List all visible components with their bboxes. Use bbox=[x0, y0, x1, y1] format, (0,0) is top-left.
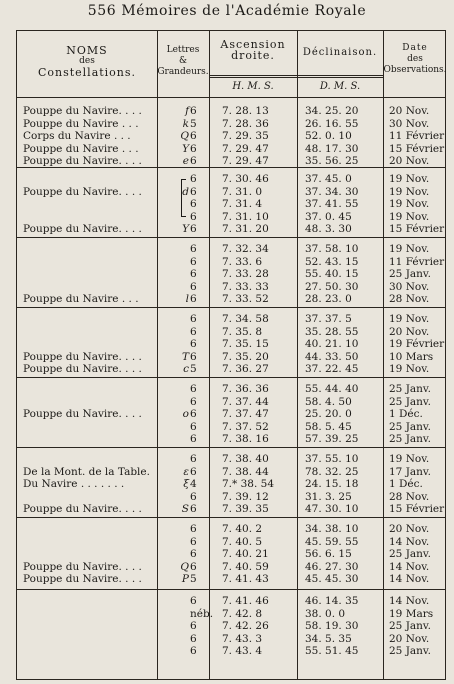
catalogue-row bbox=[17, 211, 447, 224]
right-ascension: 7. 31. 10 bbox=[222, 210, 269, 223]
star-magnitude: 6 bbox=[190, 420, 197, 433]
star-magnitude: 4 bbox=[190, 478, 197, 490]
star-letter: d bbox=[182, 185, 189, 198]
right-ascension: 7. 32. 34 bbox=[222, 243, 269, 255]
catalogue-row bbox=[17, 223, 447, 236]
subheader-rule bbox=[209, 75, 383, 76]
star-magnitude: 6 bbox=[190, 173, 197, 185]
catalogue-row bbox=[17, 396, 447, 409]
catalogue-row bbox=[17, 130, 447, 143]
declination: 40. 21. 10 bbox=[305, 338, 359, 350]
declination: 28. 23. 0 bbox=[305, 293, 352, 305]
catalogue-row bbox=[17, 620, 447, 633]
right-ascension: 7. 38. 16 bbox=[222, 433, 269, 445]
header-ascension-line: droite. bbox=[231, 49, 275, 62]
catalogue-row bbox=[17, 608, 447, 621]
right-ascension: 7. 33. 28 bbox=[222, 268, 269, 280]
right-ascension: 7. 28. 13 bbox=[222, 105, 269, 117]
declination: 37. 55. 10 bbox=[305, 453, 359, 465]
catalogue-row bbox=[17, 561, 447, 574]
catalogue-row bbox=[17, 453, 447, 466]
star-magnitude: 6 bbox=[190, 325, 197, 338]
header-lettres-line: & bbox=[178, 56, 187, 66]
declination: 56. 6. 15 bbox=[305, 548, 352, 560]
observation-date: 19 Mars bbox=[389, 607, 434, 620]
star-letter: o bbox=[182, 408, 189, 420]
declination: 37. 37. 5 bbox=[305, 313, 352, 325]
header-rule bbox=[17, 97, 445, 98]
declination: 34. 25. 20 bbox=[305, 105, 359, 117]
star-magnitude: 6 bbox=[190, 268, 197, 280]
observation-date: 20 Nov. bbox=[389, 523, 430, 535]
observation-date: 25 Janv. bbox=[389, 420, 431, 433]
right-ascension: 7. 35. 15 bbox=[222, 338, 269, 350]
star-magnitude: 6 bbox=[190, 620, 197, 632]
observation-date: 19 Nov. bbox=[389, 313, 430, 325]
catalogue-row bbox=[17, 421, 447, 434]
constellation-name: Corps du Navire . . . bbox=[23, 130, 131, 142]
declination: 58. 4. 50 bbox=[305, 395, 352, 408]
star-letter: P bbox=[181, 573, 189, 585]
catalogue-row bbox=[17, 155, 447, 168]
observation-date: 20 Nov. bbox=[389, 632, 430, 645]
star-letter: Y bbox=[182, 223, 189, 235]
star-magnitude: 5 bbox=[190, 363, 197, 375]
observation-date: 15 Février bbox=[389, 223, 445, 235]
catalogue-row bbox=[17, 595, 447, 608]
observation-date: 19 Nov. bbox=[389, 243, 430, 255]
star-magnitude: 6 bbox=[190, 185, 197, 198]
star-letter: ε bbox=[183, 465, 189, 478]
right-ascension: 7. 31. 4 bbox=[222, 198, 263, 210]
declination: 37. 22. 45 bbox=[305, 363, 359, 375]
header-date-line: Observations. bbox=[383, 65, 447, 75]
constellation-name: Pouppe du Navire. . . . bbox=[23, 573, 142, 585]
declination: 58. 5. 45 bbox=[305, 420, 352, 433]
constellation-name: Pouppe du Navire. . . . bbox=[23, 363, 142, 375]
constellation-name: Pouppe du Navire. . . . bbox=[23, 350, 142, 363]
constellation-name: Pouppe du Navire. . . . bbox=[23, 155, 142, 167]
observation-date: 25 Janv. bbox=[389, 395, 431, 408]
group-rule bbox=[17, 237, 445, 238]
declination: 37. 41. 55 bbox=[305, 198, 359, 210]
declination: 45. 59. 55 bbox=[305, 535, 359, 548]
header-declinaison: Déclinaison. bbox=[302, 47, 378, 58]
catalogue-row bbox=[17, 536, 447, 549]
star-magnitude: 6 bbox=[190, 453, 197, 465]
star-magnitude: 6 bbox=[190, 105, 197, 117]
observation-date: 28 Nov. bbox=[389, 490, 430, 503]
declination: 48. 3. 30 bbox=[305, 223, 352, 235]
star-letter: Y bbox=[182, 142, 189, 155]
right-ascension: 7. 29. 35 bbox=[222, 130, 269, 142]
catalogue-row bbox=[17, 143, 447, 156]
observation-date: 17 Janv. bbox=[389, 465, 431, 478]
header-lettres-line: Lettres bbox=[166, 45, 200, 55]
constellation-name: Pouppe du Navire. . . . bbox=[23, 560, 142, 573]
declination: 27. 50. 30 bbox=[305, 280, 359, 293]
observation-date: 14 Nov. bbox=[389, 560, 430, 573]
observation-date: 15 Février bbox=[389, 142, 445, 155]
observation-date: 25 Janv. bbox=[389, 645, 431, 657]
declination: 78. 32. 25 bbox=[305, 465, 359, 478]
catalogue-row bbox=[17, 338, 447, 351]
catalogue-row bbox=[17, 268, 447, 281]
catalogue-row bbox=[17, 198, 447, 211]
star-catalogue-table bbox=[16, 30, 446, 680]
right-ascension: 7. 40. 59 bbox=[222, 560, 269, 573]
page-header: 556 Mémoires de l'Académie Royale bbox=[87, 3, 367, 19]
star-magnitude: 5 bbox=[190, 117, 197, 130]
right-ascension: 7. 36. 36 bbox=[222, 383, 269, 395]
observation-date: 19 Février bbox=[389, 338, 445, 350]
catalogue-row bbox=[17, 466, 447, 479]
star-magnitude: 6 bbox=[190, 465, 197, 478]
catalogue-row bbox=[17, 478, 447, 491]
right-ascension: 7. 43. 4 bbox=[222, 645, 263, 657]
constellation-name: Pouppe du Navire. . . . bbox=[23, 408, 142, 420]
observation-date: 25 Janv. bbox=[389, 620, 431, 632]
header-lettres bbox=[157, 45, 209, 78]
right-ascension: 7. 31. 0 bbox=[222, 185, 263, 198]
observation-date: 20 Nov. bbox=[389, 105, 430, 117]
declination: 46. 14. 35 bbox=[305, 595, 359, 607]
observation-date: 14 Nov. bbox=[389, 595, 430, 607]
right-ascension: 7. 33. 33 bbox=[222, 280, 269, 293]
constellation-name: De la Mont. de la Table. bbox=[23, 465, 150, 478]
star-magnitude: 6 bbox=[190, 142, 197, 155]
group-rule bbox=[17, 589, 445, 590]
star-magnitude: 6 bbox=[190, 503, 197, 515]
declination: 37. 45. 0 bbox=[305, 173, 352, 185]
declination: 31. 3. 25 bbox=[305, 490, 352, 503]
declination: 37. 58. 10 bbox=[305, 243, 359, 255]
star-magnitude: 6 bbox=[190, 280, 197, 293]
star-magnitude: 6 bbox=[190, 223, 197, 235]
constellation-name: Pouppe du Navire. . . . bbox=[23, 503, 142, 515]
declination: 52. 43. 15 bbox=[305, 255, 359, 268]
declination: 55. 44. 40 bbox=[305, 383, 359, 395]
right-ascension: 7. 35. 20 bbox=[222, 350, 269, 363]
observation-date: 20 Nov. bbox=[389, 155, 430, 167]
catalogue-row bbox=[17, 313, 447, 326]
observation-date: 30 Nov. bbox=[389, 117, 430, 130]
star-magnitude: 6 bbox=[190, 632, 197, 645]
declination: 52. 0. 10 bbox=[305, 130, 352, 142]
catalogue-row bbox=[17, 383, 447, 396]
observation-date: 1 Déc. bbox=[389, 408, 423, 420]
observation-date: 11 Février bbox=[389, 255, 445, 268]
header-noms-line: des bbox=[79, 56, 95, 66]
header-noms-line: NOMS bbox=[66, 44, 108, 57]
star-magnitude: 6 bbox=[190, 645, 197, 657]
right-ascension: 7. 40. 2 bbox=[222, 523, 263, 535]
right-ascension: 7. 41. 46 bbox=[222, 595, 269, 607]
right-ascension: 7. 42. 26 bbox=[222, 620, 269, 632]
catalogue-row bbox=[17, 326, 447, 339]
star-magnitude: 6 bbox=[190, 338, 197, 350]
catalogue-row bbox=[17, 256, 447, 269]
right-ascension: 7. 37. 52 bbox=[222, 420, 269, 433]
observation-date: 19 Nov. bbox=[389, 198, 430, 210]
header-ascension-line: Ascension bbox=[220, 38, 286, 51]
declination: 38. 0. 0 bbox=[305, 607, 346, 620]
right-ascension: 7. 38. 44 bbox=[222, 465, 269, 478]
header-ascension-units: H. M. S. bbox=[232, 81, 274, 92]
observation-date: 19 Nov. bbox=[389, 453, 430, 465]
right-ascension: 7. 40. 21 bbox=[222, 548, 269, 560]
catalogue-row bbox=[17, 105, 447, 118]
constellation-name: Pouppe du Navire. . . . bbox=[23, 105, 142, 117]
star-magnitude: 6 bbox=[190, 523, 197, 535]
star-letter: f bbox=[185, 105, 189, 117]
catalogue-row bbox=[17, 548, 447, 561]
group-rule bbox=[17, 517, 445, 518]
header-noms bbox=[17, 45, 157, 78]
right-ascension: 7. 28. 36 bbox=[222, 117, 269, 130]
star-magnitude: 6 bbox=[190, 433, 197, 445]
right-ascension: 7. 30. 46 bbox=[222, 173, 269, 185]
observation-date: 1 Déc. bbox=[389, 478, 423, 490]
declination: 57. 39. 25 bbox=[305, 433, 359, 445]
observation-date: 19 Nov. bbox=[389, 363, 430, 375]
catalogue-row bbox=[17, 363, 447, 376]
catalogue-row bbox=[17, 281, 447, 294]
star-magnitude: 6 bbox=[190, 395, 197, 408]
observation-date: 19 Nov. bbox=[389, 173, 430, 185]
declination: 55. 51. 45 bbox=[305, 645, 359, 657]
declination: 44. 33. 50 bbox=[305, 350, 359, 363]
star-magnitude: 6 bbox=[190, 293, 197, 305]
group-rule bbox=[17, 307, 445, 308]
header-noms-line: Constellations. bbox=[37, 66, 137, 79]
catalogue-row bbox=[17, 633, 447, 646]
observation-date: 25 Janv. bbox=[389, 383, 431, 395]
constellation-name: Pouppe du Navire. . . . bbox=[23, 223, 142, 235]
star-magnitude: 6 bbox=[190, 560, 197, 573]
star-magnitude: 6 bbox=[190, 155, 197, 167]
observation-date: 25 Janv. bbox=[389, 548, 431, 560]
group-rule bbox=[17, 447, 445, 448]
catalogue-row bbox=[17, 503, 447, 516]
catalogue-row bbox=[17, 293, 447, 306]
right-ascension: 7. 29. 47 bbox=[222, 155, 269, 167]
star-letter: ξ bbox=[183, 478, 189, 490]
right-ascension: 7. 29. 47 bbox=[222, 142, 269, 155]
star-magnitude: 6 bbox=[190, 490, 197, 503]
group-rule bbox=[17, 167, 445, 168]
constellation-name: Pouppe du Navire . . . bbox=[23, 142, 139, 155]
observation-date: 10 Mars bbox=[389, 350, 434, 363]
star-letter: k bbox=[182, 117, 189, 130]
observation-date: 14 Nov. bbox=[389, 573, 430, 585]
declination: 58. 19. 30 bbox=[305, 620, 359, 632]
header-date bbox=[383, 43, 447, 76]
observation-date: 25 Janv. bbox=[389, 433, 431, 445]
catalogue-row bbox=[17, 243, 447, 256]
catalogue-row bbox=[17, 491, 447, 504]
star-letter: c bbox=[183, 363, 189, 375]
right-ascension: 7. 40. 5 bbox=[222, 535, 263, 548]
catalogue-row bbox=[17, 523, 447, 536]
declination: 34. 5. 35 bbox=[305, 632, 352, 645]
declination: 46. 27. 30 bbox=[305, 560, 359, 573]
observation-date: 25 Janv. bbox=[389, 268, 431, 280]
star-magnitude: 6 bbox=[190, 535, 197, 548]
star-magnitude: néb. bbox=[190, 607, 214, 620]
star-magnitude: 6 bbox=[190, 408, 197, 420]
star-letter: Q bbox=[180, 130, 189, 142]
star-magnitude: 6 bbox=[190, 548, 197, 560]
constellation-name: Pouppe du Navire . . . bbox=[23, 117, 139, 130]
star-magnitude: 6 bbox=[190, 255, 197, 268]
star-magnitude: 6 bbox=[190, 130, 197, 142]
subheader-rule bbox=[209, 77, 383, 78]
star-magnitude: 6 bbox=[190, 350, 197, 363]
catalogue-row bbox=[17, 186, 447, 199]
declination: 35. 28. 55 bbox=[305, 325, 359, 338]
declination: 26. 16. 55 bbox=[305, 117, 359, 130]
right-ascension: 7. 36. 27 bbox=[222, 363, 269, 375]
star-magnitude: 6 bbox=[190, 210, 197, 223]
declination: 47. 30. 10 bbox=[305, 503, 359, 515]
observation-date: 19 Nov. bbox=[389, 185, 430, 198]
catalogue-row bbox=[17, 173, 447, 186]
constellation-name: Pouppe du Navire. . . . bbox=[23, 185, 142, 198]
group-rule bbox=[17, 377, 445, 378]
catalogue-row bbox=[17, 408, 447, 421]
right-ascension: 7. 39. 35 bbox=[222, 503, 269, 515]
catalogue-row bbox=[17, 351, 447, 364]
catalogue-row bbox=[17, 645, 447, 658]
header-date-line: des bbox=[407, 54, 423, 64]
star-magnitude: 5 bbox=[190, 573, 197, 585]
right-ascension: 7. 42. 8 bbox=[222, 607, 263, 620]
right-ascension: 7. 35. 8 bbox=[222, 325, 263, 338]
catalogue-row bbox=[17, 118, 447, 131]
right-ascension: 7. 43. 3 bbox=[222, 632, 263, 645]
star-letter: l bbox=[185, 293, 189, 305]
right-ascension: 7. 39. 12 bbox=[222, 490, 269, 503]
declination: 48. 17. 30 bbox=[305, 142, 359, 155]
observation-date: 20 Nov. bbox=[389, 325, 430, 338]
star-magnitude: 6 bbox=[190, 198, 197, 210]
header-date-line: Date bbox=[402, 43, 428, 53]
catalogue-row bbox=[17, 573, 447, 586]
observation-date: 14 Nov. bbox=[389, 535, 430, 548]
star-letter: e bbox=[182, 155, 189, 167]
constellation-name: Du Navire . . . . . . . bbox=[23, 478, 125, 490]
star-letter: Q bbox=[180, 560, 189, 573]
right-ascension: 7. 41. 43 bbox=[222, 573, 269, 585]
right-ascension: 7. 38. 40 bbox=[222, 453, 269, 465]
right-ascension: 7. 34. 58 bbox=[222, 313, 269, 325]
star-magnitude: 6 bbox=[190, 383, 197, 395]
declination: 45. 45. 30 bbox=[305, 573, 359, 585]
star-letter: S bbox=[181, 503, 189, 515]
declination: 24. 15. 18 bbox=[305, 478, 359, 490]
right-ascension: 7. 37. 44 bbox=[222, 395, 269, 408]
catalogue-row bbox=[17, 433, 447, 446]
observation-date: 15 Février bbox=[389, 503, 445, 515]
star-magnitude: 6 bbox=[190, 595, 197, 607]
header-ascension bbox=[209, 39, 297, 61]
right-ascension: 7. 37. 47 bbox=[222, 408, 269, 420]
star-letter: T bbox=[181, 350, 189, 363]
declination: 35. 56. 25 bbox=[305, 155, 359, 167]
star-magnitude: 6 bbox=[190, 313, 197, 325]
header-lettres-line: Grandeurs. bbox=[157, 67, 209, 77]
constellation-name: Pouppe du Navire . . . bbox=[23, 293, 139, 305]
declination: 55. 40. 15 bbox=[305, 268, 359, 280]
observation-date: 19 Nov. bbox=[389, 210, 430, 223]
declination: 34. 38. 10 bbox=[305, 523, 359, 535]
observation-date: 28 Nov. bbox=[389, 293, 430, 305]
star-magnitude: 6 bbox=[190, 243, 197, 255]
declination: 37. 0. 45 bbox=[305, 210, 352, 223]
bracket-mark bbox=[181, 179, 186, 217]
observation-date: 30 Nov. bbox=[389, 280, 430, 293]
right-ascension: 7. 33. 6 bbox=[222, 255, 263, 268]
right-ascension: 7.* 38. 54 bbox=[222, 478, 275, 490]
declination: 37. 34. 30 bbox=[305, 185, 359, 198]
header-declinaison-units: D. M. S. bbox=[319, 81, 361, 92]
right-ascension: 7. 31. 20 bbox=[222, 223, 269, 235]
observation-date: 11 Février bbox=[389, 130, 445, 142]
right-ascension: 7. 33. 52 bbox=[222, 293, 269, 305]
declination: 25. 20. 0 bbox=[305, 408, 352, 420]
